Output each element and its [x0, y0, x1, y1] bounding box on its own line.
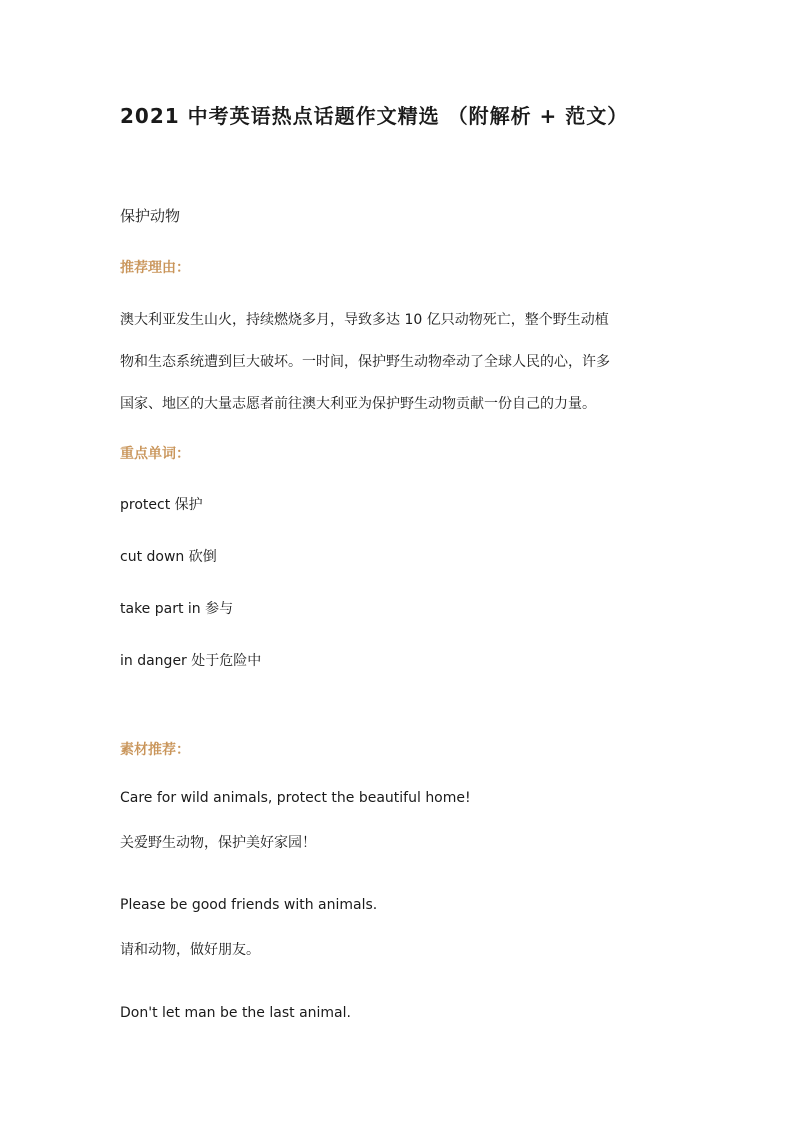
document-title: 2021 中考英语热点话题作文精选 （附解析 + 范文） — [120, 104, 629, 128]
section-heading-materials: 素材推荐： — [120, 742, 190, 758]
topic-label: 保护动物 — [120, 207, 181, 225]
section-heading-reason: 推荐理由： — [120, 260, 190, 276]
material-sentence-en: Don't let man be the last animal. — [120, 1005, 351, 1021]
reason-line: 澳大利亚发生山火，持续燃烧多月，导致多达 10 亿只动物死亡，整个野生动植 — [120, 312, 609, 328]
word-item: protect 保护 — [120, 497, 203, 513]
word-item: cut down 砍倒 — [120, 549, 217, 565]
material-sentence-zh: 请和动物，做好朋友。 — [120, 942, 260, 958]
material-sentence-zh: 关爱野生动物，保护美好家园！ — [120, 835, 316, 851]
material-sentence-en: Care for wild animals, protect the beautiful home! — [120, 790, 471, 806]
word-item: take part in 参与 — [120, 601, 234, 617]
material-sentence-en: Please be good friends with animals. — [120, 897, 378, 913]
reason-line: 物和生态系统遭到巨大破坏。一时间，保护野生动物牵动了全球人民的心，许多 — [120, 354, 610, 370]
word-item: in danger 处于危险中 — [120, 653, 262, 669]
reason-line: 国家、地区的大量志愿者前往澳大利亚为保护野生动物贡献一份自己的力量。 — [120, 396, 596, 412]
section-heading-words: 重点单词： — [120, 446, 190, 462]
